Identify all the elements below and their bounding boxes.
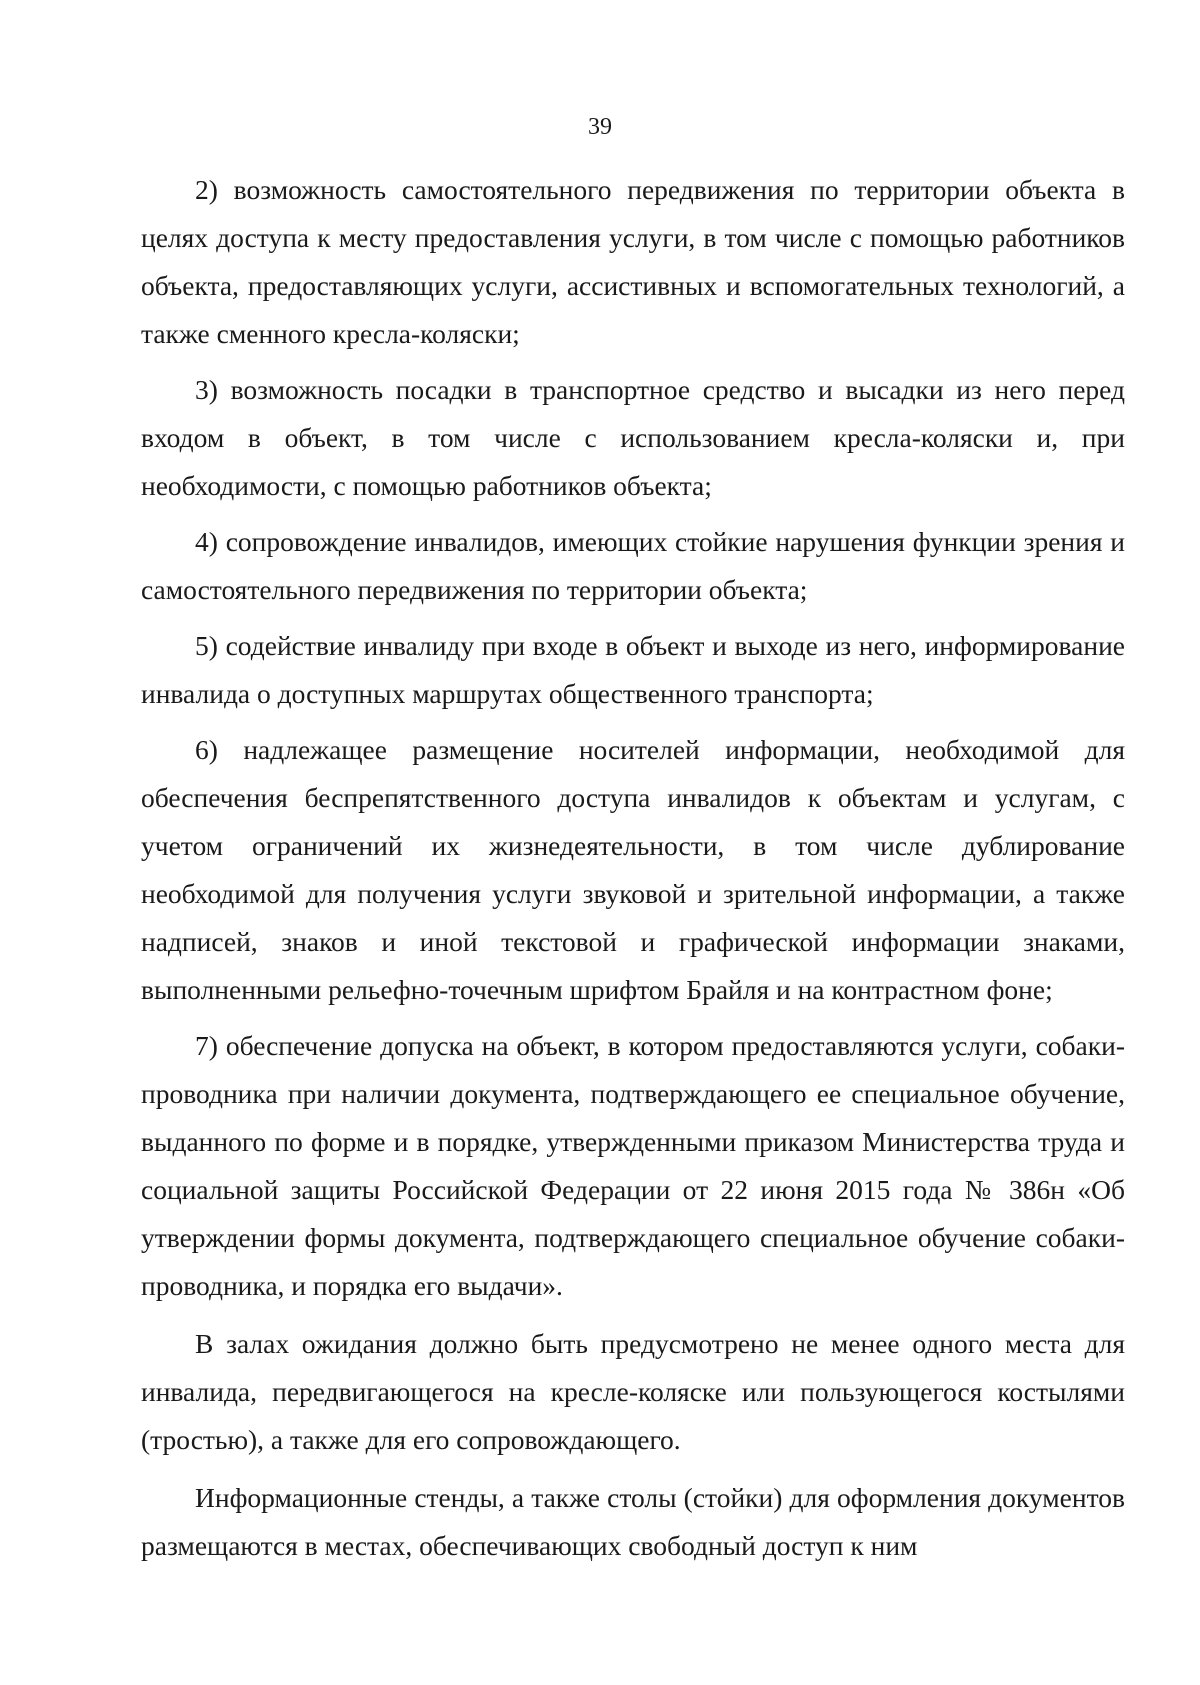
page-number: 39: [588, 114, 612, 140]
list-item-7: 7) обеспечение допуска на объект, в котором предоставляются услуги, собаки-проводника при наличии документа, подтверждающего ее специальное обучение, выданного по форме и в порядке, утвержденными приказом Министерства труда и социальной защиты Российской Федерации от 22 июня 2015 года № 386н «Об утверждении формы документа, подтверждающего специальное обучение собаки-проводника, и порядка его выдачи».: [141, 1030, 1125, 1301]
information-stands-paragraph: Информационные стенды, а также столы (стойки) для оформления документов размещаются в местах, обеспечивающих свободный доступ к ним: [141, 1482, 1125, 1561]
list-item-3: 3) возможность посадки в транспортное средство и высадки из него перед входом в объект, в том числе с использованием кресла-коляски и, при необходимости, с помощью работников объекта;: [141, 374, 1125, 501]
list-item-5: 5) содействие инвалиду при входе в объект и выходе из него, информирование инвалида о доступных маршрутах общественного транспорта;: [141, 630, 1125, 709]
list-item-2: 2) возможность самостоятельного передвижения по территории объекта в целях доступа к месту предоставления услуги, в том числе с помощью работников объекта, предоставляющих услуги, ассистивных и вспомогательных технологий, а также сменного кресла-коляски;: [141, 174, 1125, 349]
document-body: [141, 166, 1125, 1570]
list-item-6: 6) надлежащее размещение носителей информации, необходимой для обеспечения беспрепятственного доступа инвалидов к объектам и услугам, с учетом ограничений их жизнедеятельности, в том числе дублирование необходимой для получения услуги звуковой и зрительной информации, а также надписей, знаков и иной текстовой и графической информации знаками, выполненными рельефно-точечным шрифтом Брайля и на контрастном фоне;: [141, 734, 1125, 1005]
list-item-4: 4) сопровождение инвалидов, имеющих стойкие нарушения функции зрения и самостоятельного передвижения по территории объекта;: [141, 526, 1125, 605]
waiting-room-paragraph: В залах ожидания должно быть предусмотрено не менее одного места для инвалида, передвигающегося на кресле-коляске или пользующегося костылями (тростью), а также для его сопровождающего.: [141, 1328, 1125, 1455]
